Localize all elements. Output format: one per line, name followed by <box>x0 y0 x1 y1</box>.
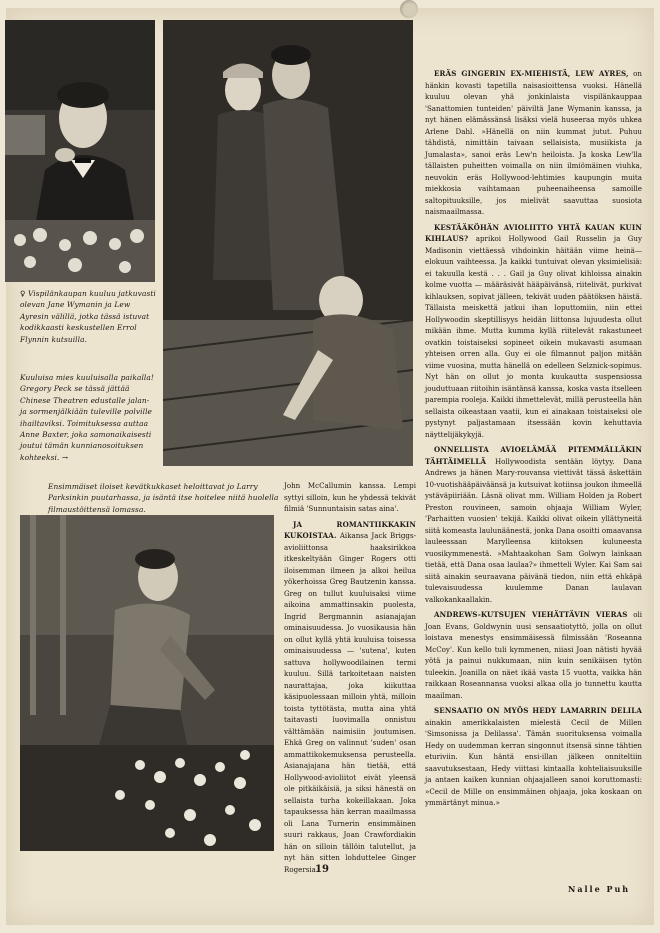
caption-parks: Ensimmäiset iloiset kevätkukkaset heloittavat jo Larry Parksinkin puutarhassa, ja isäntä itse hoitelee niitä huolella filmaustöittensä lomassa. <box>48 482 279 514</box>
paragraph-text: aprikoi Hollywood Gail Russelin ja Guy Madisonin viettäessä vihdoinkin häitään viime heinä—elokuun vaihteessa. Ja kaikki tuntuivat olevan yksimielisiä: ei takuulla kestä . . . Gail ja Guy olivat kihloissa ainakin kolme vuotta — määräsivät hääpäivänsä, riitelivät, purkivat kihlauksen, sopivat jälleen, tekivät uuden päätöksen häistä. Tällaista meiskettä jatkui ihan loputtomiin, niin ettei Hollywoodin skeptillisyys heidän liittonsa lujuudesta ollut mikään ihme. Mutta kumma kyllä riitelevät rakastuneet ovatkin toistaiseksi sopineet oikein mukavasti asumaan yhteisen orren alla. Guy ei ole filmannut paljon mitään viime vuosina, mutta hänellä on edelleen Selznick-sopimus. Nyt hän on ollut jo monta kuukautta suspensiossa jouduttuaan riitoihin isäntänsä kanssa, koska vasta itselleen parempia rooleja. Kaikki ihmettelevät, millä perusteella hän sellaista oikeastaan vaatii, kun ei ainakaan toistaiseksi ole pystynyt paljastamaan itsessään kovin kehuttavia näyttelijäkykyjä. <box>425 234 642 439</box>
binding-hole <box>400 0 418 18</box>
photo-wyman-ayres <box>5 20 155 282</box>
photo-parks-garden <box>20 515 274 851</box>
paragraph-text: on hänkin kovasti tapetilla naisasioittensa vuoksi. Hänellä kuuluu olevan yhä jonkinlaista vispilänkauppaa 'Sanattomien tunteiden' päiviltä Jane Wymanin kanssa, ja nyt hänen elämässänsä lisäksi vielä huseeraa myös uhkea Arlene Dahl. »Hänellä on niin kummat jutut. Puhuu tähdistä, nimittäin taivaan sellaisista, musiikista ja Jumalasta», sanoi eräs Lew'n heiloista. Ja koska Lew'lla tällaisten puheitten voimalla on niin ilmiömäinen viuhka, neuvokin eräs Hollywood-lehtimies kaupungin muita miekkosia vaihtamaan puheenaiheensa samoille saltopituuksille, jos mielivät saavuttaa suosiota naismaailmassa. <box>425 69 642 216</box>
paragraph-lead: SENSAATIO ON MYÖS HEDY LAMARRIN DELILA <box>434 706 642 715</box>
article-paragraph <box>425 222 642 441</box>
paragraph-lead: ERÄS GINGERIN EX-MIEHISTÄ, LEW AYRES, <box>434 69 629 78</box>
author-signature: Nalle Puh <box>568 884 631 894</box>
article-right-column <box>425 68 642 809</box>
article-paragraph <box>284 480 416 515</box>
article-paragraph <box>425 609 642 701</box>
paragraph-text: Aikansa Jack Briggs-avioliittonsa haaksirikkoa itkeskeltyään Ginger Rogers otti iloisemman ilmeen ja alkoi heilua yökerhoissa Greg Bautzenin kanssa. Greg on tullut kuuluisaksi viime aikoina ammattinsakin puolesta, Ingrid Bergmannin asianajajan ominaisuudessa. Jo vuosikausia hän on ollut kyllä yhtä kuuluisa toisessa ominaisuudessa — 'sutena', kuten sattuva hollywoodilainen termi kuuluu. Sillä tarkoitetaan naisten naurattajaa, joka kiikuttaa käsipuolessaan milloin yhtä, milloin toista tyttötästa, mutta aina yhtä taitavasti luovimalla onnistuu välttämään naimisiin joutumisen. Ehkä Greg on valinnut 'suden' osan ammattikokemuksensa perusteella. Asianajajana hän tietää, että Hollywood-avioliitot eivät yleensä ole pitkäikäisiä, ja siksi hänestä on sellaista turha kokeillakaan. Joka tapauksessa hän kerran maailmassa oli Lana Turnerin ensimmäinen suuri rakkaus, Joan Crawfordiakin hän on silloin tällöin talutellut, ja nyt hän sitten lohduttelee Ginger Rogersia. <box>284 531 416 874</box>
article-paragraph <box>284 519 416 876</box>
article-paragraph <box>425 705 642 809</box>
article-paragraph <box>425 68 642 218</box>
paragraph-text: Hollywoodista sentään löytyy. Dana Andrews ja hänen Mary-rouvansa viettivät tässä äskettäin 10-vuotishääpäiväänsä ja kutsuivat kotiinsa joukon ihmeellä ystäväpiiriään. Läsnä olivat mm. William Holden ja Robert Preston rouvineen, samoin ohjaaja William Wyler, 'Parhaitten vuosien' tekijä. Kaikki olivat oikein yllättyneitä siitä komeasta laulunäänestä, jonka Dana osoitti omaavansa lauleessaan Marylleensa kiitoksen kuluneesta vuosikymmenestä. »Mahtaakohan Sam Golwyn lainkaan tietää, että Dana osaa laulaa?» ihmetteli Wyler. Kai Sam sai siitä ainakin seuraavana päivänä tiedon, niin että ehkäpä tulevaisuudessa kuulemme Danan laulavan valkokankaallakin. <box>425 456 642 604</box>
page-number: 19 <box>315 864 329 875</box>
paragraph-text: John McCallumin kanssa. Lempi syttyi silloin, kun he yhdessä tekivät filmiä 'Sunnuntaisin satas aina'. <box>284 481 416 513</box>
paragraph-lead: ONNELLISTA AVIOELÄMÄÄ PITEMMÄLLÄKIN TÄHTÄIMELLÄ <box>425 445 642 466</box>
article-paragraph <box>425 444 642 605</box>
paragraph-lead: KESTÄÄKÖHÄN AVIOLIITTO YHTÄ KAUAN KUIN KIHLAUS? <box>425 222 642 243</box>
paragraph-text: oli Joan Evans, Goldwynin uusi sensaatiotyttö, jolla on ollut loistava menestys ensimmäisessä filmissään 'Roseanna McCoy'. Kun kello tuli kymmenen, niiasi Joan nätisti hyvää yötä ja painui nukkumaan, niin kuin senikäisen tytön tuleekin. Joanilla on näet ikää vasta 15 vuotta, vaikka hän raikkaan Roseannansa vuoksi alkaa olla jo tunnettu kautta maailman. <box>425 610 642 700</box>
paragraph-text: ainakin amerikkalaisten mielestä Cecil de Millen 'Simsonissa ja Delilassa'. Tämän suorituksensa voimalla Hedy on uudemman kerran singonnut itsensä sinne tähtien eturiviin. Kun häntä ensi-illan jälkeen onniteltiin saavutuksestaan, Hedy viittasi kintaalla kohteliaisuuksille ja antaen kaiken kunnian ohjaajalleen sanoi koruttomasti: »Cecil de Mille on ensimmäinen ohjaaja, joka koskaan on ymmärtänyt minua.» <box>425 717 642 807</box>
paragraph-lead: ANDREWS-KUTSUJEN VIEHÄTTÄVIN VIERAS <box>434 610 628 619</box>
photo-peck-baxter <box>163 20 413 466</box>
paragraph-lead: JA ROMANTIIKKAKIN KUKOISTAA. <box>284 519 416 540</box>
article-middle-column <box>284 480 416 875</box>
caption-peck: Kuuluisa mies kuuluisalla paikalla! Gregory Peck se tässä jättää Chinese Theatren edustalle jalan- ja sormenjälkiään tuleville polville ihailtaviksi. Toimituksessa auttaa Anne Baxter, joka samonaikaisesti joutui tämän kunnianosoituksen kohteeksi. → <box>20 373 154 462</box>
caption-wyman-ayres: ♀ Vispilänkaupan kuuluu jatkuvasti olevan Jane Wymanin ja Lew Ayresin välillä, jotka tässä istuvat kodikkaasti keskustellen Errol Flynnin kutsuilla. <box>20 289 156 344</box>
